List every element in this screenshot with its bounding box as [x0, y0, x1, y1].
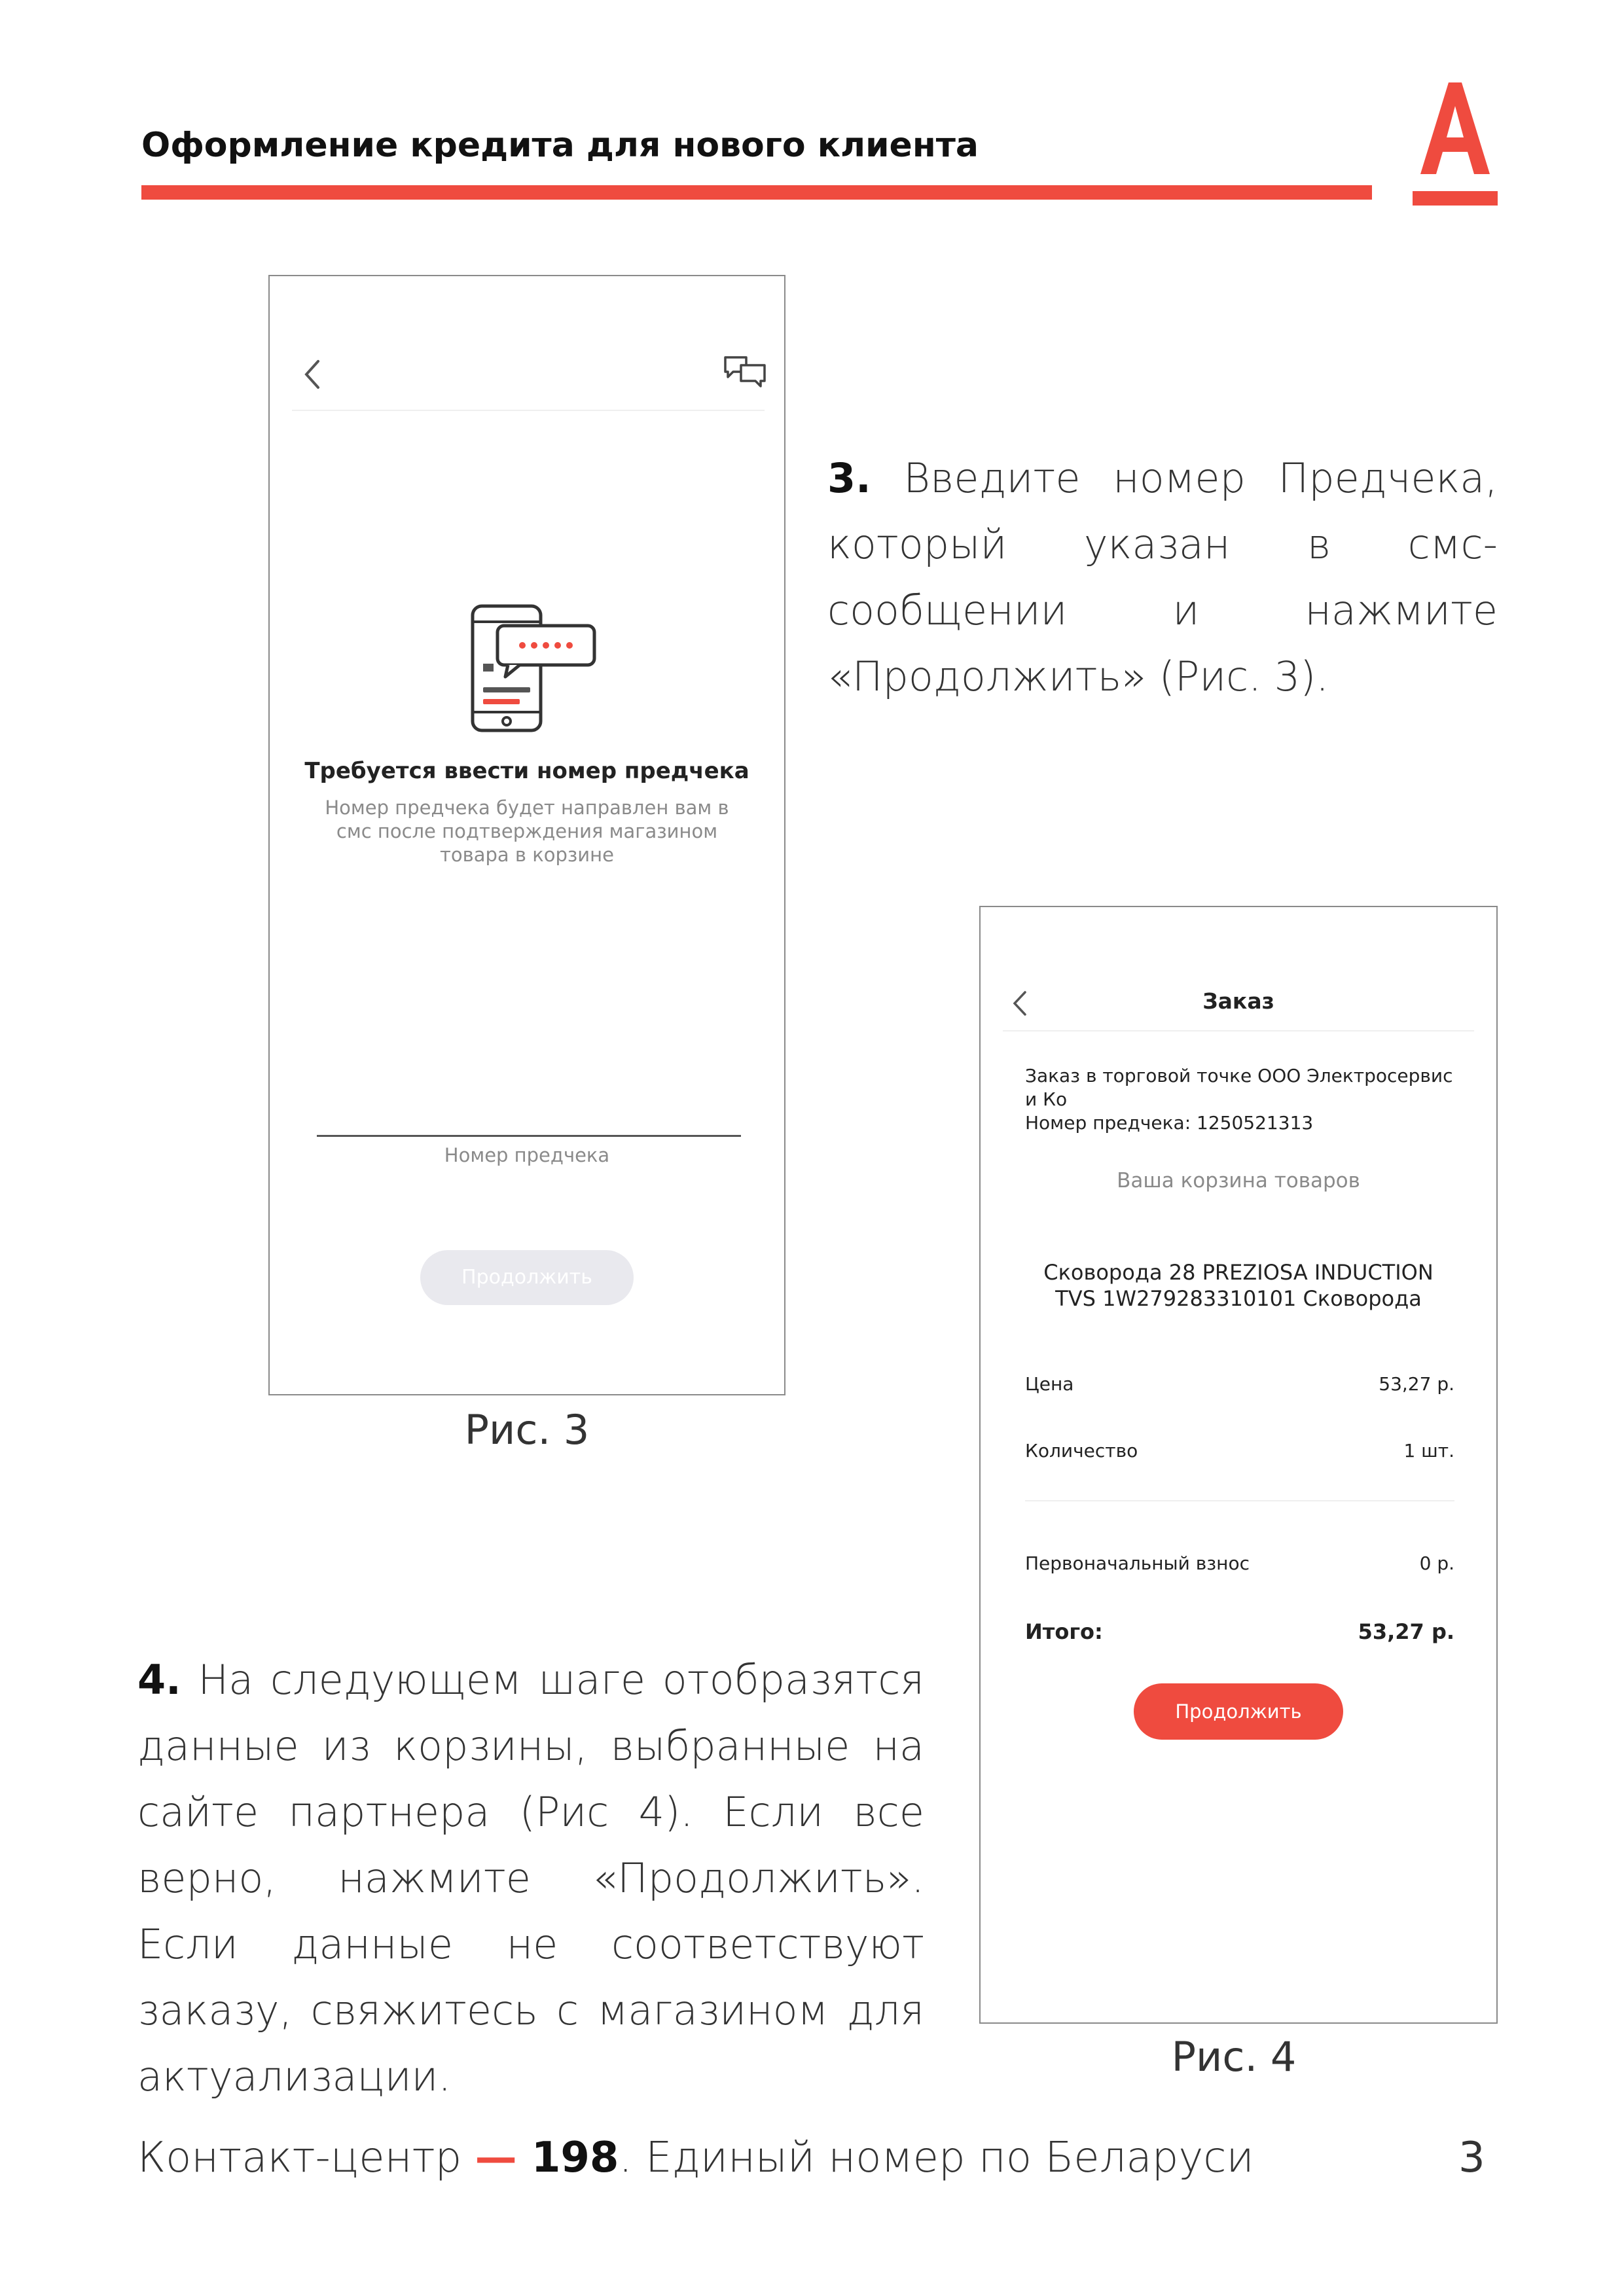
down-payment-value: 0 р.	[1419, 1552, 1454, 1574]
step-number: 4.	[137, 1656, 181, 1704]
total-value: 53,27 р.	[1358, 1619, 1454, 1644]
phone-sms-icon	[466, 603, 597, 734]
footer-dash: —	[475, 2134, 517, 2182]
price-label: Цена	[1025, 1373, 1074, 1395]
product-name: Сковорода 28 PREZIOSA INDUCTION TVS 1W279283310101 Сковорода	[1043, 1260, 1434, 1311]
screenshot-precheck-entry	[268, 275, 785, 1395]
page-number: 3	[1458, 2134, 1485, 2182]
header-divider	[1003, 1030, 1474, 1031]
cart-label: Ваша корзина товаров	[1117, 1169, 1360, 1193]
alfa-bank-logo-icon	[1413, 77, 1498, 206]
price-row	[1025, 1373, 1454, 1395]
contact-number: 198	[516, 2134, 619, 2182]
quantity-row	[1025, 1440, 1454, 1462]
down-payment-label: Первоначальный взнос	[1025, 1552, 1250, 1574]
step-text: Введите номер Предчека, который указан в смс-сообщении и нажмите «Продолжить» (Рис. 3).	[827, 454, 1498, 700]
step-3-paragraph	[827, 445, 1498, 709]
precheck-description: Номер предчека будет направлен вам в смс после подтверждения магазином товара в корзине	[325, 797, 729, 866]
precheck-number-input[interactable]	[317, 1135, 741, 1137]
footer-prefix: Контакт-центр	[137, 2134, 475, 2182]
precheck-heading: Требуется ввести номер предчека	[304, 758, 749, 784]
footer-suffix: . Единый номер по Беларуси	[619, 2134, 1254, 2182]
down-payment-row	[1025, 1552, 1454, 1574]
order-info	[1025, 1064, 1470, 1135]
total-row	[1025, 1619, 1454, 1644]
continue-button-disabled[interactable]: Продолжить	[420, 1250, 634, 1305]
figure-caption-4: Рис. 4	[1171, 2033, 1297, 2081]
step-number: 3.	[827, 454, 871, 502]
quantity-label: Количество	[1025, 1440, 1138, 1462]
screenshot-order-summary	[979, 906, 1498, 2024]
chevron-left-icon[interactable]	[300, 355, 326, 394]
header-divider	[292, 410, 765, 411]
footer-contact	[137, 2134, 1254, 2182]
quantity-value: 1 шт.	[1403, 1440, 1454, 1462]
document-title: Оформление кредита для нового клиента	[141, 126, 979, 165]
step-4-paragraph	[137, 1647, 924, 2109]
precheck-number-label: Номер предчека	[444, 1144, 610, 1166]
row-divider	[1025, 1500, 1454, 1501]
order-store-line: Заказ в торговой точке ООО Электросервис и Ко	[1025, 1065, 1453, 1110]
header-divider	[141, 185, 1372, 200]
step-text: На следующем шаге отобразятся данные из корзины, выбранные на сайте партнера (Рис 4). Если все верно, нажмите «Продолжить». Если данные не соответствуют заказу, свяжитесь с магазином для актуализации.	[137, 1656, 924, 2100]
continue-button[interactable]: Продолжить	[1134, 1683, 1343, 1740]
chat-bubbles-icon[interactable]	[723, 353, 767, 390]
total-label: Итого:	[1025, 1619, 1103, 1644]
figure-caption-3: Рис. 3	[464, 1406, 590, 1454]
order-precheck-line: Номер предчека: 1250521313	[1025, 1112, 1314, 1134]
price-value: 53,27 р.	[1379, 1373, 1454, 1395]
screen-title: Заказ	[1202, 988, 1274, 1014]
